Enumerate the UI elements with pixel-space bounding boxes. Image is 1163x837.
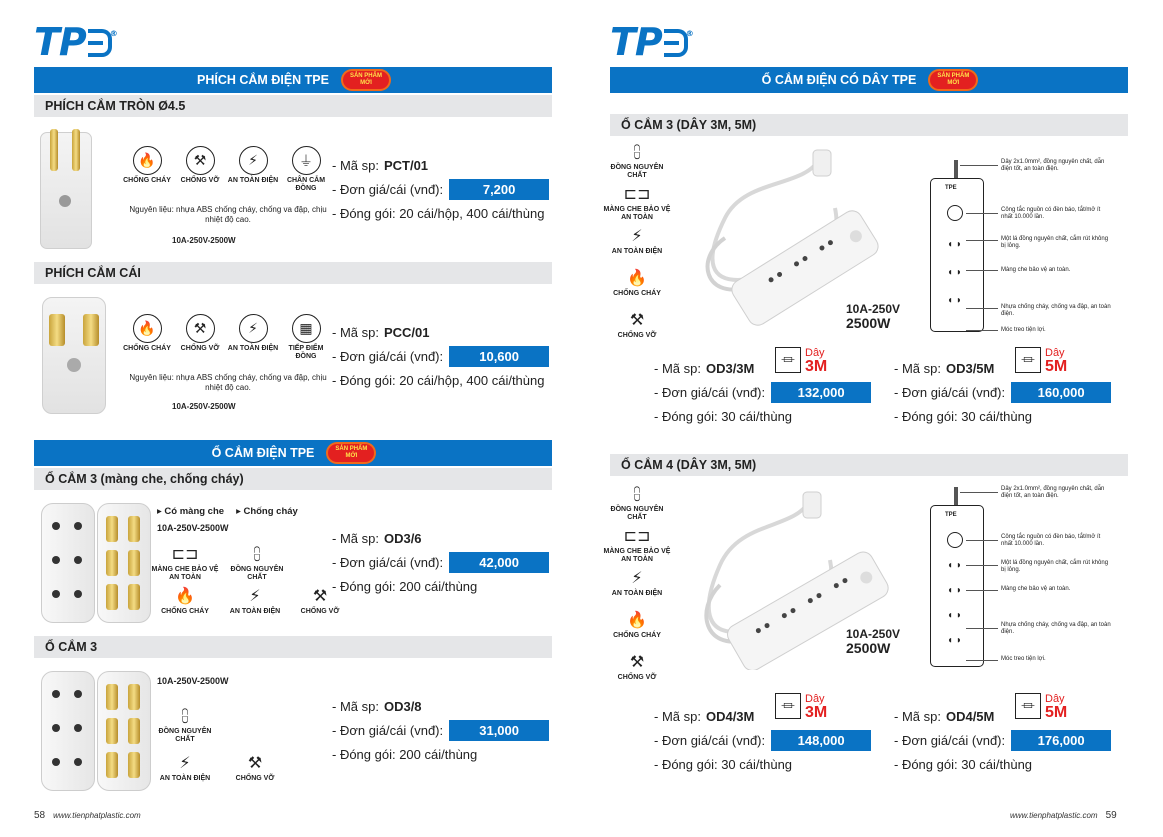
- product-title: Ổ CẮM 3: [45, 640, 98, 654]
- round-plug-image: [40, 132, 92, 249]
- product-title: Ổ CẮM 3 (màng che, chống cháy): [45, 472, 244, 486]
- socket-inside-image: [97, 503, 151, 623]
- spec-block: - Mã sp: OD3/5M - Đơn giá/cái (vnđ): 160,000 - Đóng gói: 30 cái/thùng: [894, 356, 1111, 428]
- new-product-badge: SẢN PHẨM MỚI: [930, 71, 976, 89]
- feature-plug-pins: ⏚ CHÂN CẮM ĐỒNG: [280, 146, 332, 193]
- feature-icons: [121, 146, 332, 193]
- rating-text: 10A-250V-2500W: [172, 236, 236, 245]
- packaging-text: - Đóng gói: 20 cái/hộp, 400 cái/thùng: [332, 372, 545, 388]
- rating-block: 10A-250V 2500W: [846, 302, 901, 331]
- section-header-plugs: [34, 67, 552, 93]
- hammer-icon: ⚒: [247, 755, 263, 772]
- feature-fire: 🔥 CHỐNG CHÁY: [121, 146, 173, 193]
- product-header: [34, 95, 552, 117]
- corded-socket-3-image: [685, 148, 885, 328]
- section-title: Ổ CẮM ĐIỆN CÓ DÂY TPE: [761, 73, 917, 87]
- feature-fire: 🔥 CHỐNG CHÁY: [121, 314, 173, 361]
- lightning-icon: ⚡: [239, 146, 268, 175]
- diagram-callout: Công tắc nguồn có đèn báo, tắt/mở ít nhất 10.000 lần.: [1001, 534, 1101, 547]
- cord-length-badge: ⏛ Dây 3M: [775, 692, 827, 720]
- plug-pins-icon: ⏚: [292, 146, 321, 175]
- page-number: 58: [34, 810, 46, 821]
- brand-logo: TP ®: [610, 20, 693, 64]
- socket-front-image: [41, 671, 95, 791]
- website-link[interactable]: www.tienphatplastic.com: [1010, 811, 1098, 820]
- spec-block: - Mã sp: PCC/01 - Đơn giá/cái (vnđ): 10,600 - Đóng gói: 20 cái/hộp, 400 cái/thùng: [332, 320, 549, 392]
- rating-text: 10A-250V-2500W: [157, 523, 229, 533]
- feature-hammer: ⚒ CHỐNG VỠ: [174, 146, 226, 193]
- shutter-icon: ⊏⊐: [171, 546, 199, 563]
- fire-icon: 🔥: [627, 612, 647, 629]
- socket-inside-image: [97, 671, 151, 791]
- packaging-text: - Đóng gói: 30 cái/thùng: [894, 408, 1033, 424]
- diagram-callout: Công tắc nguồn có đèn báo, tắt/mở ít nhất 10.000 lần.: [1001, 207, 1101, 220]
- feature-lightning: ⚡ AN TOÀN ĐIỆN: [159, 755, 211, 782]
- price-box: 176,000: [1011, 730, 1111, 751]
- feature-hammer: ⚒ CHỐNG VỠ: [300, 588, 340, 615]
- product-code: OD3/6: [383, 530, 422, 546]
- price-box: 42,000: [449, 552, 549, 573]
- page-number: 59: [1105, 810, 1117, 821]
- new-product-badge: SẢN PHẨM MỚI: [328, 444, 374, 462]
- price-box: 7,200: [449, 179, 549, 200]
- product-code: OD3/5M: [945, 360, 995, 376]
- feature-hammer: ⚒ CHỐNG VỠ: [617, 312, 657, 339]
- feature-fire: 🔥 CHỐNG CHÁY: [161, 588, 209, 615]
- feature-icons: [150, 546, 292, 582]
- fire-icon: 🔥: [627, 270, 647, 287]
- new-product-badge: SẢN PHẨM MỚI: [343, 71, 389, 89]
- feature-hammer: ⚒ CHỐNG VỠ: [235, 755, 275, 782]
- feature-icons: [150, 755, 290, 783]
- shutter-icon: ⊏⊐: [623, 528, 651, 545]
- material-text: Nguyên liệu: nhựa ABS chống cháy, chống va đập, chịu nhiệt độ cao.: [129, 205, 327, 224]
- feature-shutter: ⊏⊐ MÀNG CHE BẢO VỆ AN TOÀN: [603, 528, 671, 563]
- product-header: [34, 468, 552, 490]
- product-title: Ổ CẮM 4 (DÂY 3M, 5M): [621, 458, 757, 472]
- feature-lightning: ⚡ AN TOÀN ĐIỆN: [611, 228, 663, 255]
- spec-block: - Mã sp: OD4/5M - Đơn giá/cái (vnđ): 176,000 - Đóng gói: 30 cái/thùng: [894, 704, 1111, 776]
- product-header: [610, 454, 1128, 476]
- product-title: PHÍCH CẮM TRÒN Ø4.5: [45, 99, 186, 113]
- price-box: 160,000: [1011, 382, 1111, 403]
- fire-icon: 🔥: [133, 314, 162, 343]
- page-footer-right: [1010, 810, 1117, 821]
- price-box: 132,000: [771, 382, 871, 403]
- material-text: Nguyên liệu: nhựa ABS chống cháy, chống va đập, chịu nhiệt độ cao.: [129, 373, 327, 392]
- spec-block: - Mã sp: OD4/3M - Đơn giá/cái (vnđ): 148,000 - Đóng gói: 30 cái/thùng: [654, 704, 871, 776]
- shutter-icon: ⊏⊐: [623, 186, 651, 203]
- feature-lightning: ⚡ AN TOÀN ĐIỆN: [227, 314, 279, 361]
- product-code: PCT/01: [383, 157, 429, 173]
- feature-fire: 🔥 CHỐNG CHÁY: [613, 612, 661, 639]
- bullet-list: ▸ Có màng che ▸ Chống cháy: [157, 506, 298, 517]
- feature-lightning: ⚡ AN TOÀN ĐIỆN: [611, 570, 663, 597]
- product-code: OD4/3M: [705, 708, 755, 724]
- diagram-callout: Màng che bảo vệ an toàn.: [1001, 267, 1071, 273]
- product-header: [34, 636, 552, 658]
- plug-icon: ⏛: [775, 693, 801, 719]
- lightning-icon: ⚡: [239, 314, 268, 343]
- socket-diagram: TPE ◖ ◗ ◖ ◗ ◖ ◗: [930, 178, 984, 332]
- copper-icon: ⩉: [633, 486, 641, 503]
- section-header-sockets: [34, 440, 552, 466]
- packaging-text: - Đóng gói: 200 cái/thùng: [332, 746, 478, 762]
- price-box: 31,000: [449, 720, 549, 741]
- feature-lightning: ⚡ AN TOÀN ĐIỆN: [229, 588, 281, 615]
- socket-front-image: [41, 503, 95, 623]
- product-header: [610, 114, 1128, 136]
- feature-icons: [150, 588, 350, 616]
- feature-contact: ▦ TIẾP ĐIỂM ĐỒNG: [280, 314, 332, 361]
- copper-icon: ⩉: [181, 708, 189, 725]
- feature-fire: 🔥 CHỐNG CHÁY: [613, 270, 661, 297]
- female-plug-image: [42, 297, 106, 414]
- product-title: Ổ CẮM 3 (DÂY 3M, 5M): [621, 118, 757, 132]
- diagram-callout: Nhựa chống cháy, chống va đập, an toàn điện.: [1001, 304, 1111, 317]
- copper-icon: ⩉: [633, 144, 641, 161]
- hammer-icon: ⚒: [629, 312, 645, 329]
- section-title: Ổ CẮM ĐIỆN TPE: [211, 446, 315, 460]
- feature-copper: ⩉ ĐỒNG NGUYÊN CHẤT: [230, 546, 284, 581]
- lightning-icon: ⚡: [179, 755, 191, 772]
- vertical-feature-icons: [602, 144, 672, 354]
- copper-icon: ⩉: [253, 546, 261, 563]
- feature-copper: ⩉ ĐỒNG NGUYÊN CHẤT: [158, 708, 212, 743]
- spec-block: - Mã sp: OD3/3M - Đơn giá/cái (vnđ): 132,000 - Đóng gói: 30 cái/thùng: [654, 356, 871, 428]
- feature-shutter: ⊏⊐ MÀNG CHE BẢO VỆ AN TOÀN: [603, 186, 671, 221]
- logo-e-mark: ®: [664, 29, 688, 57]
- price-box: 10,600: [449, 346, 549, 367]
- cord-length-badge: ⏛ Dây 3M: [775, 346, 827, 374]
- feature-copper: ⩉ ĐỒNG NGUYÊN CHẤT: [610, 486, 664, 521]
- rating-block: 10A-250V 2500W: [846, 627, 901, 656]
- hammer-icon: ⚒: [629, 654, 645, 671]
- price-box: 148,000: [771, 730, 871, 751]
- section-title: PHÍCH CẮM ĐIỆN TPE: [197, 73, 329, 87]
- website-link[interactable]: www.tienphatplastic.com: [53, 811, 141, 820]
- lightning-icon: ⚡: [249, 588, 261, 605]
- hammer-icon: ⚒: [186, 146, 215, 175]
- socket-diagram: TPE ◖ ◗ ◖ ◗ ◖ ◗ ◖ ◗: [930, 505, 984, 667]
- feature-copper: ⩉ ĐỒNG NGUYÊN CHẤT: [610, 144, 664, 179]
- diagram-callout: Dây 2x1.0mm², đồng nguyên chất, dẫn điện tốt, an toàn điện.: [1001, 486, 1105, 499]
- plug-icon: ⏛: [775, 347, 801, 373]
- product-code: OD4/5M: [945, 708, 995, 724]
- cord-length-badge: ⏛ Dây 5M: [1015, 692, 1067, 720]
- diagram-callout: Dây 2x1.0mm², đồng nguyên chất, dẫn điện tốt, an toàn điện.: [1001, 159, 1105, 172]
- cord-length-badge: ⏛ Dây 5M: [1015, 346, 1067, 374]
- contact-icon: ▦: [292, 314, 321, 343]
- section-header-corded: [610, 67, 1128, 93]
- diagram-callout: Một lá đồng nguyên chất, cắm rút không bị lỏng.: [1001, 560, 1109, 573]
- diagram-callout: Móc treo tiện lợi.: [1001, 327, 1046, 333]
- vertical-feature-icons: [602, 486, 672, 696]
- feature-icons: [121, 314, 332, 361]
- diagram-callout: Nhựa chống cháy, chống va đập, an toàn điện.: [1001, 622, 1111, 635]
- packaging-text: - Đóng gói: 30 cái/thùng: [894, 756, 1033, 772]
- plug-icon: ⏛: [1015, 347, 1041, 373]
- diagram-callout: Móc treo tiện lợi.: [1001, 656, 1046, 662]
- hammer-icon: ⚒: [186, 314, 215, 343]
- spec-block: - Mã sp: PCT/01 - Đơn giá/cái (vnđ): 7,200 - Đóng gói: 20 cái/hộp, 400 cái/thùng: [332, 153, 549, 225]
- page-footer-left: [34, 810, 141, 821]
- feature-hammer: ⚒ CHỐNG VỠ: [617, 654, 657, 681]
- diagram-callout: Màng che bảo vệ an toàn.: [1001, 586, 1071, 592]
- product-code: PCC/01: [383, 324, 430, 340]
- diagram-callout: Một lá đồng nguyên chất, cắm rút không bị lỏng.: [1001, 236, 1109, 249]
- logo-e-mark: ®: [88, 29, 112, 57]
- feature-shutter: ⊏⊐ MÀNG CHE BẢO VỆ AN TOÀN: [151, 546, 219, 581]
- rating-text: 10A-250V-2500W: [172, 402, 236, 411]
- fire-icon: 🔥: [175, 588, 195, 605]
- product-title: PHÍCH CẮM CÁI: [45, 266, 141, 280]
- product-code: OD3/3M: [705, 360, 755, 376]
- packaging-text: - Đóng gói: 20 cái/hộp, 400 cái/thùng: [332, 205, 545, 221]
- product-code: OD3/8: [383, 698, 422, 714]
- rating-text: 10A-250V-2500W: [157, 676, 229, 686]
- spec-block: - Mã sp: OD3/6 - Đơn giá/cái (vnđ): 42,000 - Đóng gói: 200 cái/thùng: [332, 526, 549, 598]
- lightning-icon: ⚡: [631, 228, 643, 245]
- brand-logo: TP ®: [34, 20, 117, 64]
- spec-block: - Mã sp: OD3/8 - Đơn giá/cái (vnđ): 31,000 - Đóng gói: 200 cái/thùng: [332, 694, 549, 766]
- packaging-text: - Đóng gói: 30 cái/thùng: [654, 756, 793, 772]
- packaging-text: - Đóng gói: 200 cái/thùng: [332, 578, 478, 594]
- hammer-icon: ⚒: [312, 588, 328, 605]
- packaging-text: - Đóng gói: 30 cái/thùng: [654, 408, 793, 424]
- product-header: [34, 262, 552, 284]
- fire-icon: 🔥: [133, 146, 162, 175]
- feature-lightning: ⚡ AN TOÀN ĐIỆN: [227, 146, 279, 193]
- feature-hammer: ⚒ CHỐNG VỠ: [174, 314, 226, 361]
- lightning-icon: ⚡: [631, 570, 643, 587]
- plug-icon: ⏛: [1015, 693, 1041, 719]
